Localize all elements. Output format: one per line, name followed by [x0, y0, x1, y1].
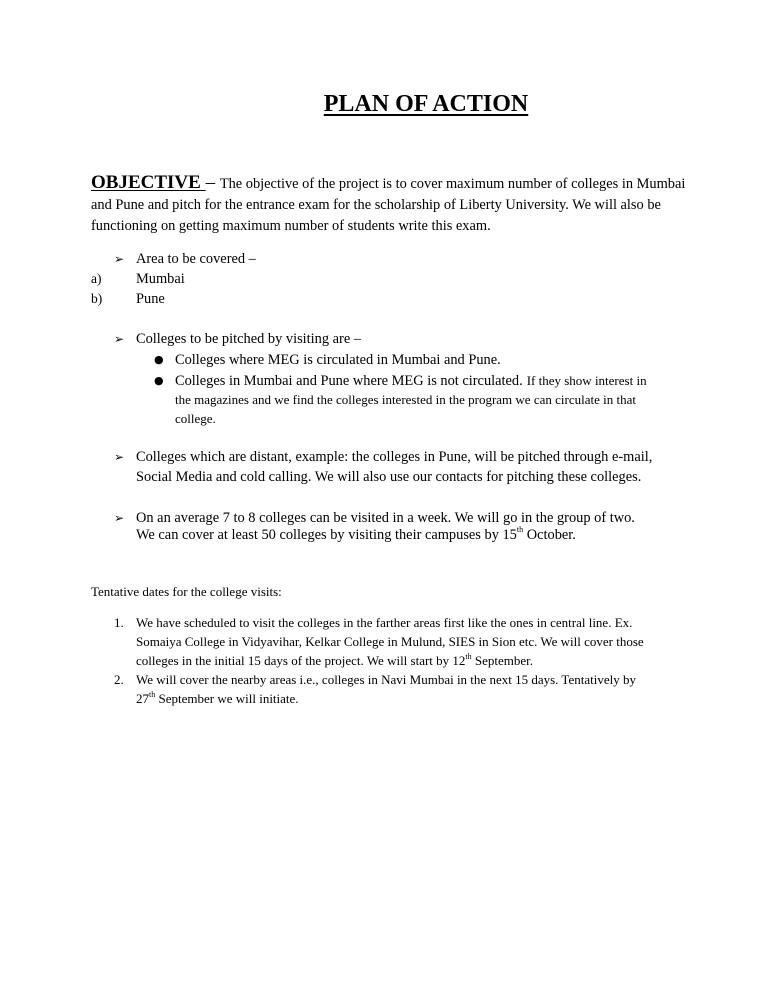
area-item-mumbai: Mumbai	[136, 271, 185, 287]
superscript-th: th	[149, 689, 156, 699]
tentative-item-2-line-1: We will cover the nearby areas i.e., colleges in Navi Mumbai in the next 15 days. Tentatively by	[136, 672, 636, 687]
tentative-item-2-line-2-end: September we will initiate.	[155, 691, 299, 706]
average-line-2-text: We can cover at least 50 colleges by visiting their campuses by 15	[136, 527, 517, 543]
objective-dash: –	[205, 172, 220, 193]
pitching-bullet-2	[175, 371, 647, 391]
pitching-bullet-2-line3: college.	[175, 411, 216, 426]
list-marker-a: a)	[91, 271, 102, 286]
bullet-icon: ●	[154, 374, 164, 387]
bullet-icon: ●	[154, 353, 164, 366]
tentative-item-1-line-2: Somaiya College in Vidyavihar, Kelkar College in Mulund, SIES in Sion etc. We will cover those	[136, 634, 644, 649]
average-line-2	[136, 525, 576, 545]
superscript-th: th	[465, 651, 472, 661]
pitching-bullet-2-cont: If they show interest in	[526, 373, 647, 388]
tentative-item-2-line-2	[136, 689, 299, 708]
arrow-bullet-icon: ➢	[114, 450, 125, 464]
average-line-1: On an average 7 to 8 colleges can be visited in a week. We will go in the group of two.	[136, 510, 635, 526]
objective-text: The objective of the project is to cover maximum number of colleges in Mumbai and Pune and pitch for the entrance exam for the scholarship of Liberty University. We will also be functioning on getting maximum number of students write this exam.	[91, 176, 686, 234]
arrow-bullet-icon: ➢	[114, 252, 125, 266]
superscript-th: th	[516, 525, 524, 535]
pitching-bullet-1: Colleges where MEG is circulated in Mumbai and Pune.	[175, 352, 501, 368]
objective-paragraph	[91, 172, 691, 237]
pitching-bullet-2-main: Colleges in Mumbai and Pune where MEG is not circulated.	[175, 373, 523, 389]
list-marker-b: b)	[91, 291, 103, 306]
tentative-heading: Tentative dates for the college visits:	[91, 584, 282, 599]
pitching-bullet-2-line2: the magazines and we find the colleges interested in the program we can circulate in that	[175, 392, 636, 407]
distant-line-2: Social Media and cold calling. We will also use our contacts for pitching these colleges.	[136, 469, 642, 485]
arrow-bullet-icon: ➢	[114, 511, 125, 525]
areas-heading: Area to be covered –	[136, 251, 256, 267]
page-title: PLAN OF ACTION	[323, 91, 529, 117]
numbered-marker-2: 2.	[114, 672, 124, 687]
objective-label: OBJECTIVE	[91, 172, 206, 193]
tentative-item-1-line-3-text: colleges in the initial 15 days of the project. We will start by 12	[136, 653, 466, 668]
tentative-item-2-line-2-text: 27	[136, 691, 149, 706]
tentative-item-1-line-3-end: September.	[471, 653, 534, 668]
tentative-item-1-line-1: We have scheduled to visit the colleges in the farther areas first like the ones in central line. Ex.	[136, 615, 633, 630]
pitching-heading: Colleges to be pitched by visiting are –	[136, 331, 362, 347]
distant-line-1: Colleges which are distant, example: the colleges in Pune, will be pitched through e-mail,	[136, 449, 653, 465]
tentative-item-1-line-3	[136, 651, 533, 670]
average-line-2-end: October.	[523, 527, 576, 543]
area-item-pune: Pune	[136, 291, 165, 307]
numbered-marker-1: 1.	[114, 615, 124, 630]
arrow-bullet-icon: ➢	[114, 332, 125, 346]
